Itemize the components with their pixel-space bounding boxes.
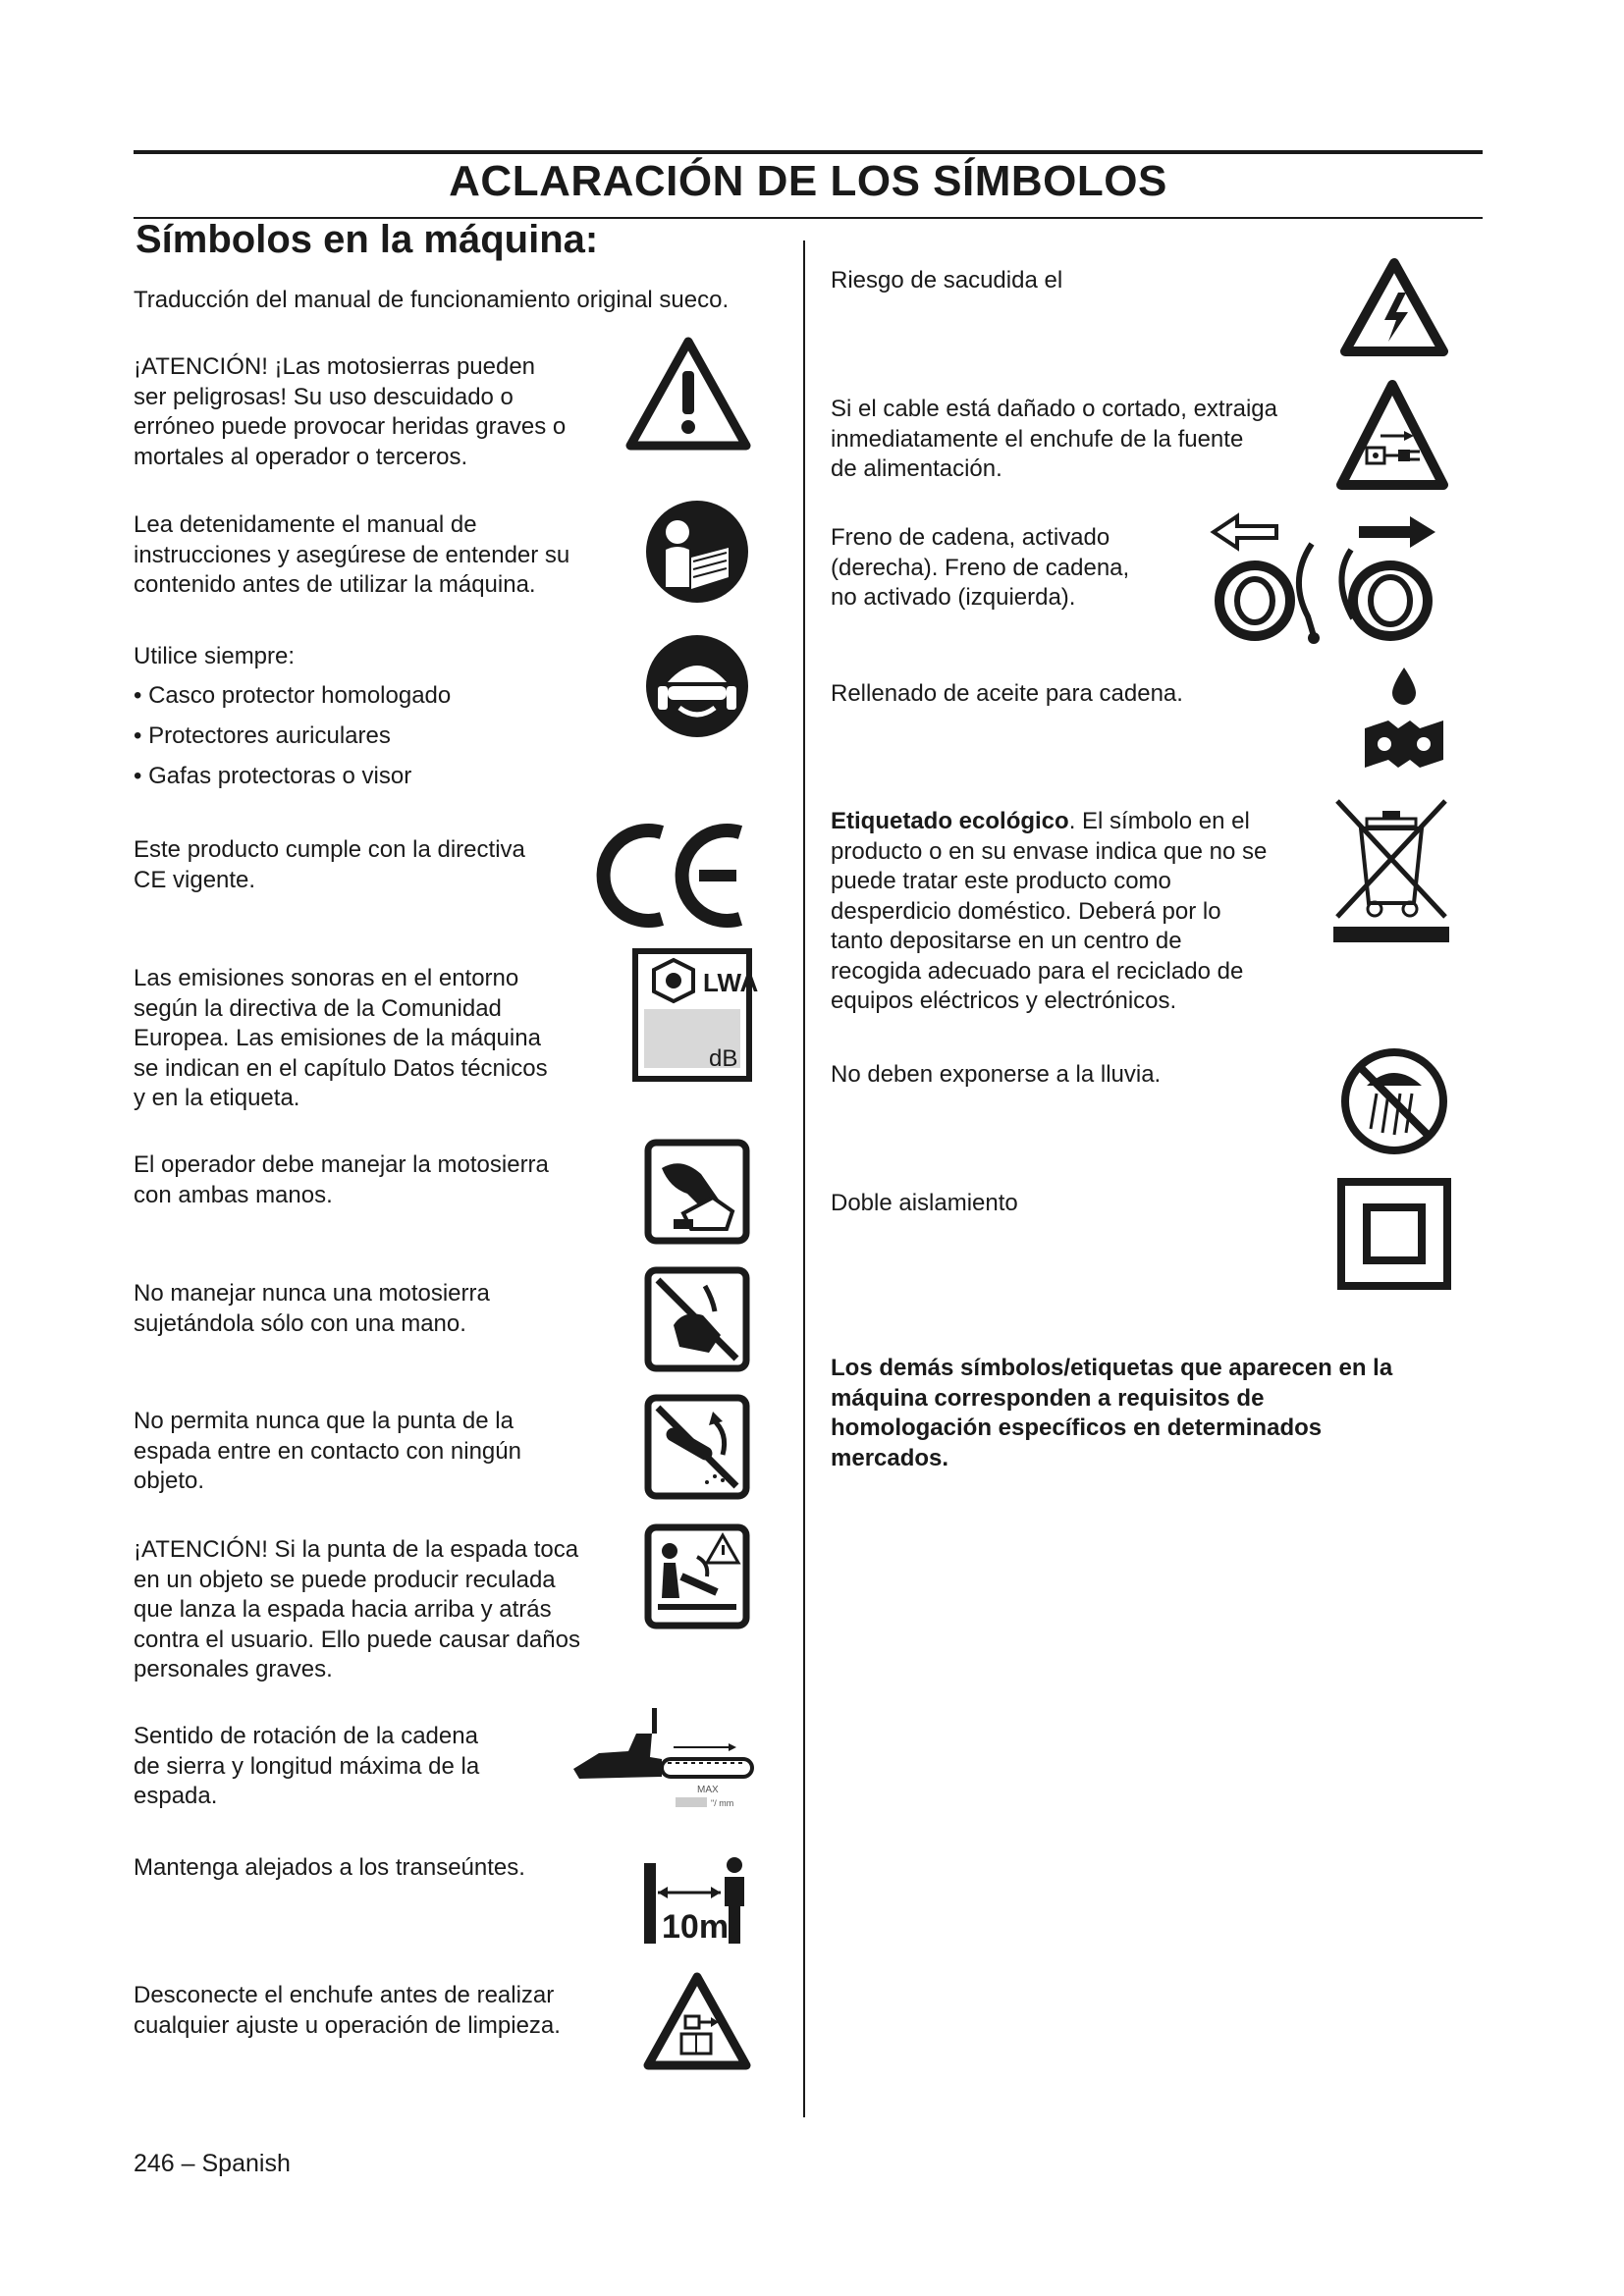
other-symbols-note: Los demás símbolos/etiquetas que aparecen en la máquina corresponden a requisitos de homologación específicos en determinados mercados. [831,1355,1393,1471]
page-number: 246 – Spanish [134,2150,291,2177]
two-hands-icon [644,1139,750,1245]
lwa-label: LWA [703,968,759,997]
chain-oil-icon [1359,664,1449,777]
section-subtitle: Símbolos en la máquina: [135,218,599,261]
keep-distance-icon [642,1849,750,1944]
electric-shock-text: Riesgo de sacudida el [831,267,1063,294]
electric-shock-icon [1339,257,1449,357]
unplug-warning-icon [642,1971,752,2071]
chain-brake-text: Freno de cadena, activado (derecha). Freno de cadena, no activado (izquierda). [831,524,1130,611]
chain-rotation-icon [568,1704,762,1810]
max-label: MAX [697,1785,719,1795]
warning-text: ¡ATENCIÓN! ¡Las motosierras pueden ser peligrosas! Su uso descuidado o erróneo puede provocar heridas graves o mortales al operador o terceros. [134,353,567,470]
two-hands-text: El operador debe manejar la motosierra con ambas manos. [134,1151,549,1208]
warning-triangle-icon [624,336,752,452]
kickback-warning-text: ¡ATENCIÓN! Si la punta de la espada toca en un objeto se puede producir reculada que lanza la espada hacia arriba y atrás contra el usuario. Ello puede causar daños personales graves. [134,1536,580,1682]
top-rule [134,150,1483,154]
ce-mark-icon [593,821,750,931]
ce-text: Este producto cumple con la directiva CE vigente. [134,836,525,893]
no-rain-text: No deben exponerse a la lluvia. [831,1061,1162,1088]
chain-brake-icon [1204,510,1449,648]
read-manual-icon [644,499,750,605]
no-rain-icon [1339,1046,1449,1156]
noise-label-icon [632,948,759,1082]
unplug-if-damaged-icon [1335,379,1449,493]
list-item: • Protectores auriculares [134,722,391,749]
eco-label-rest: . El símbolo en el producto o en su envase indica que no se puede tratar este producto como desperdicio doméstico. Deberá por lo tanto depositarse en un centro de recogida adecuado para el reciclado de equipos eléctricos y electrónicos. [831,808,1268,1014]
list-item: • Casco protector homologado [134,682,452,709]
double-insulation-icon [1337,1178,1451,1290]
page-title: ACLARACIÓN DE LOS SÍMBOLOS [449,157,1167,205]
column-divider [803,240,805,2117]
cable-damaged-text: Si el cable está dañado o cortado, extraiga inmediatamente el enchufe de la fuente de alimentación. [831,396,1277,482]
list-item: • Gafas protectoras o visor [134,763,412,789]
unplug-text: Desconecte el enchufe antes de realizar cualquier ajuste u operación de limpieza. [134,1982,561,2039]
double-insulation-text: Doble aislamiento [831,1190,1018,1216]
one-hand-text: No manejar nunca una motosierra sujetándola sólo con una mano. [134,1280,490,1337]
eco-label-text [831,807,1267,1017]
noise-text: Las emisiones sonoras en el entorno según la directiva de la Comunidad Europea. Las emisiones de la máquina se indican en el capítulo Datos técnicos y en la etiqueta. [134,965,548,1111]
bystanders-text: Mantenga alejados a los transeúntes. [134,1854,525,1881]
kickback-icon [644,1523,750,1629]
rotation-text: Sentido de rotación de la cadena de sierra y longitud máxima de la espada. [134,1723,480,1809]
chain-oil-text: Rellenado de aceite para cadena. [831,680,1183,707]
mm-label: "/ mm [711,1798,734,1808]
distance-label: 10m [662,1908,730,1946]
protective-equipment-icon [644,633,750,739]
always-use-label: Utilice siempre: [134,643,296,669]
intro-text: Traducción del manual de funcionamiento original sueco. [134,287,730,313]
eco-label-bold: Etiquetado ecológico [831,808,1069,834]
weee-bin-icon [1331,795,1451,944]
no-tip-contact-icon [644,1394,750,1500]
db-label: dB [709,1045,738,1072]
tip-contact-text: No permita nunca que la punta de la espada entre en contacto con ningún objeto. [134,1408,521,1494]
no-one-hand-icon [644,1266,750,1372]
read-manual-text: Lea detenidamente el manual de instrucciones y asegúrese de entender su contenido antes de utilizar la máquina. [134,511,570,598]
